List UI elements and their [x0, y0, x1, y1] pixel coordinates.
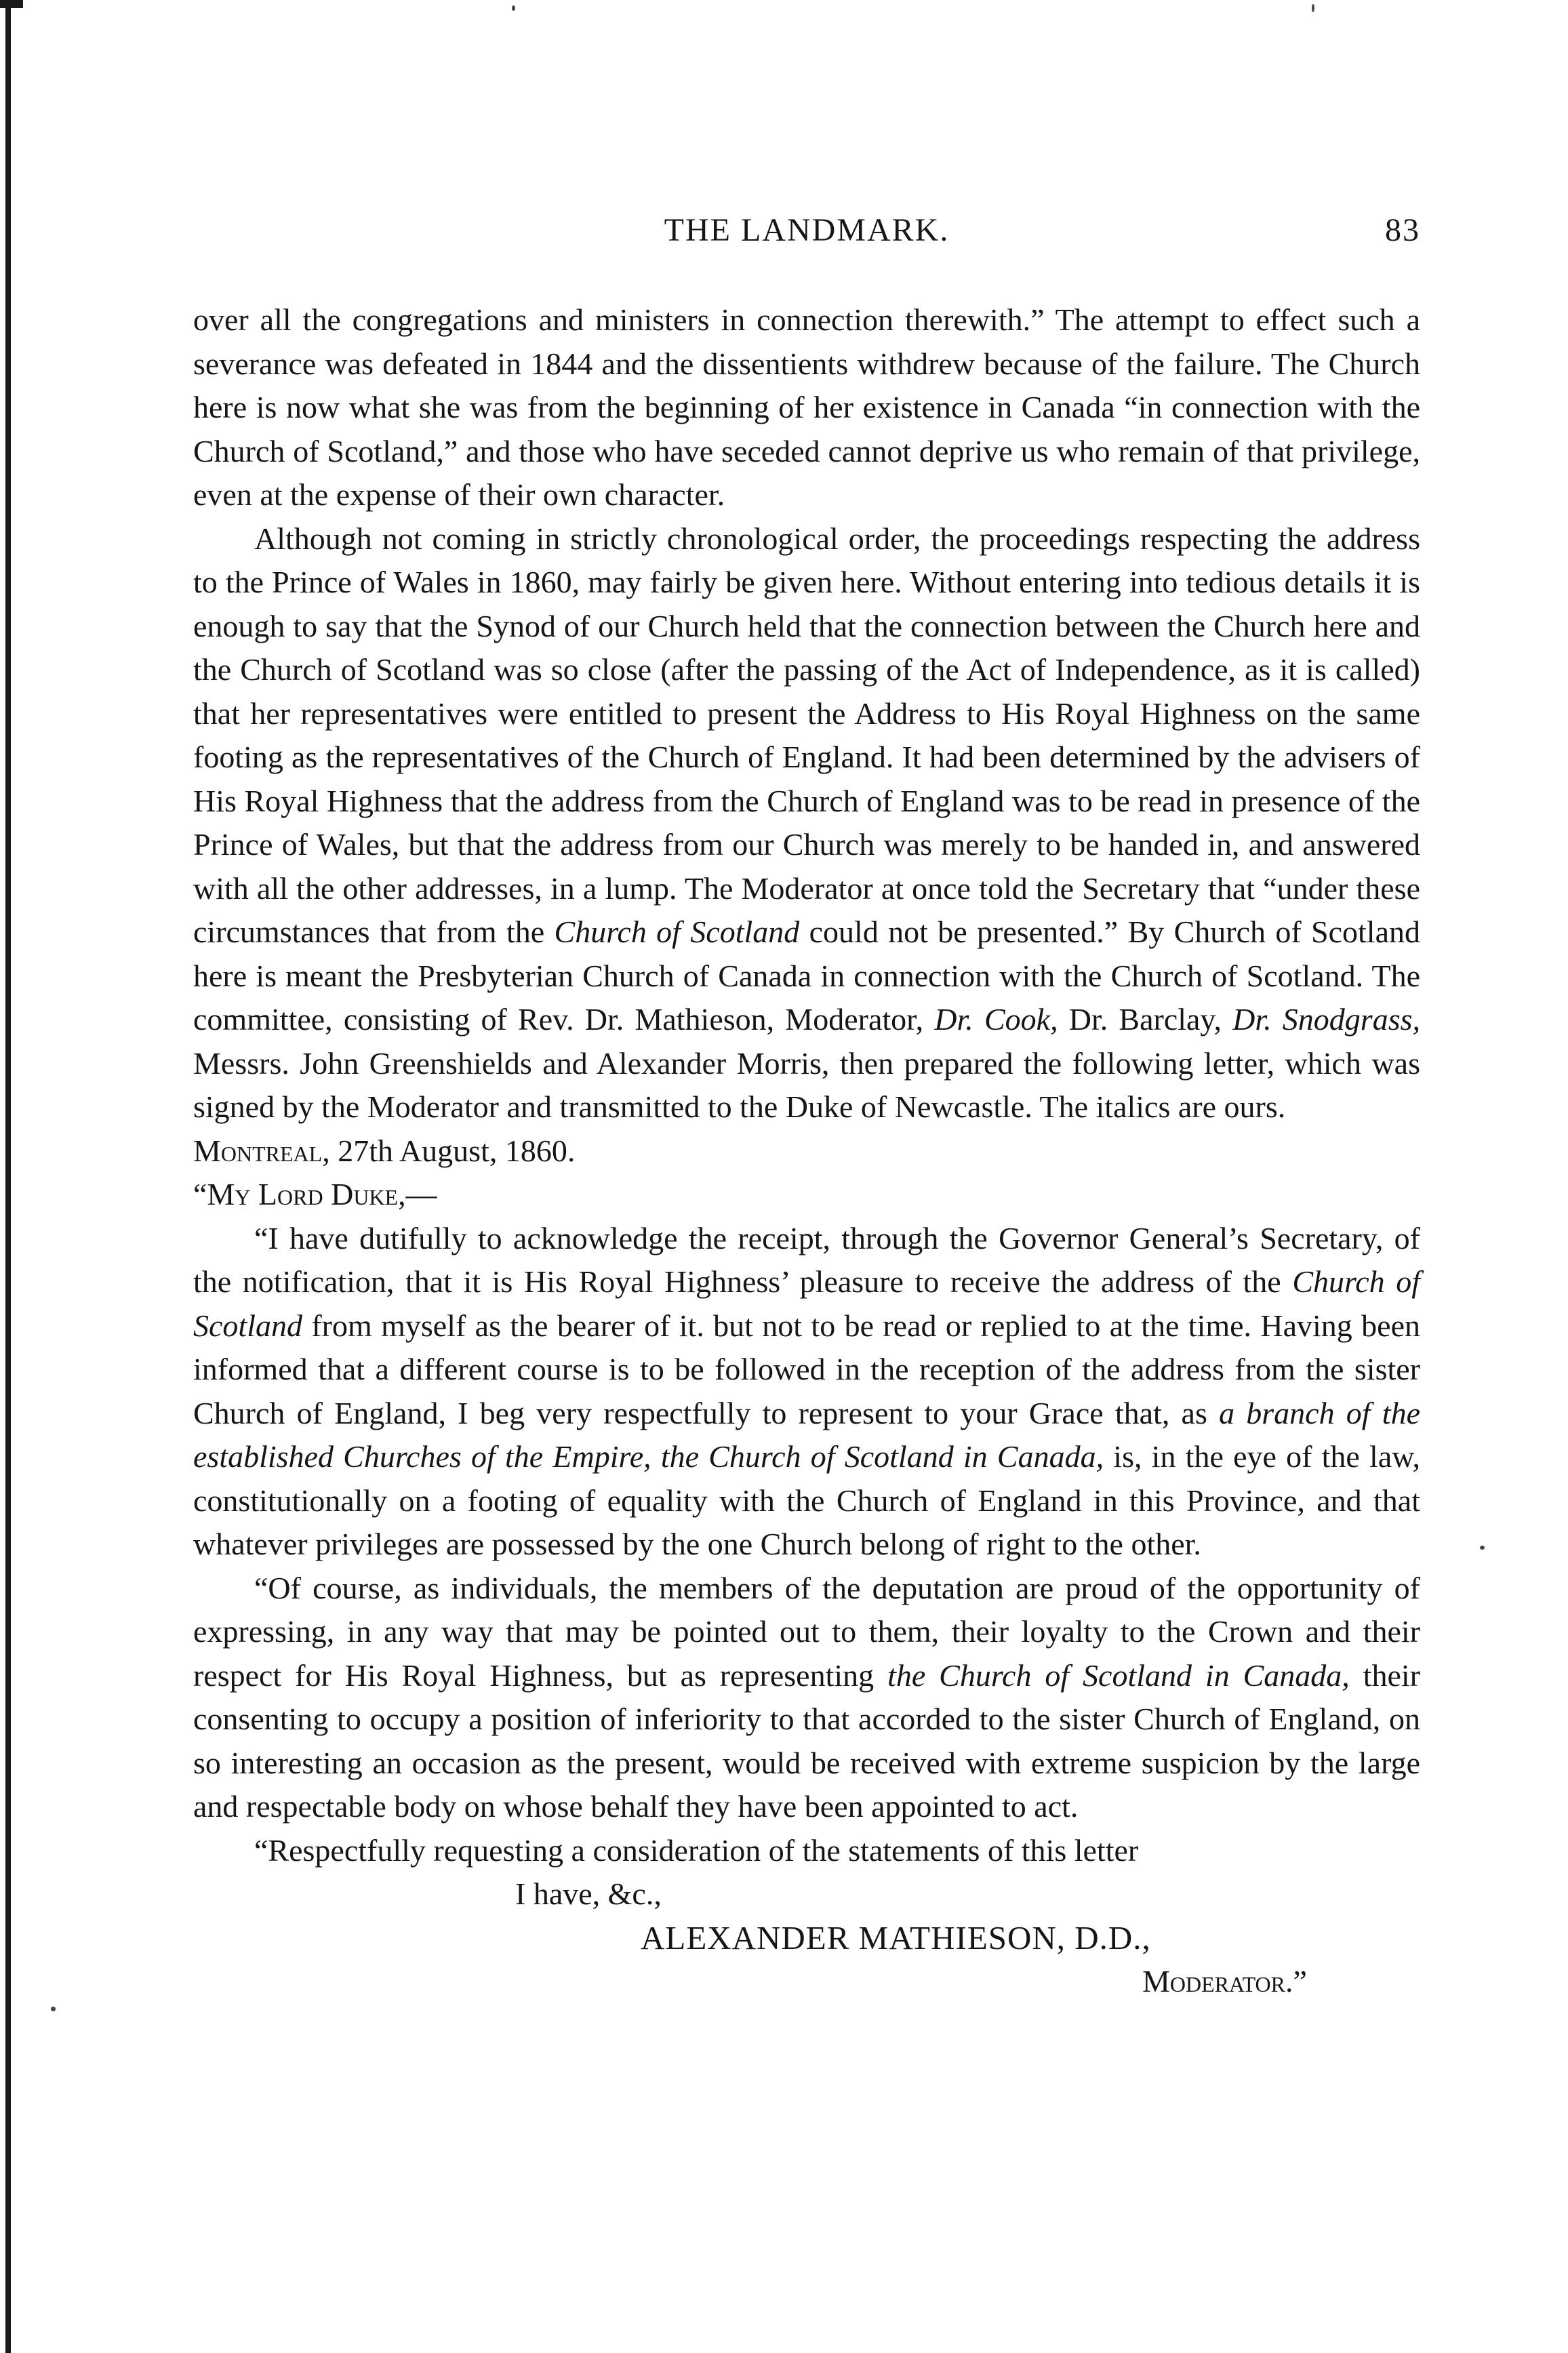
book-page — [193, 203, 1420, 2004]
scan-speck — [51, 2007, 56, 2011]
letter-dateline — [193, 1129, 1420, 1173]
signature-title: Moderator.” — [1142, 1964, 1307, 1998]
letter-signature — [193, 1916, 1420, 1960]
closing-text: I have, &c., — [515, 1876, 662, 1911]
signature-name: ALEXANDER MATHIESON, D.D., — [641, 1918, 1151, 1956]
paragraph-text: over all the congregations and ministers in connection therewith.” The attempt to effect such a severance was defeated in 1844 and the dissentients withdrew because of the failure. The Church here is now what she was from the beginning of her existence in Canada “in connection with the Church of Scotland,” and those who have seceded cannot deprive us who remain of that privilege, even at the expense of their own character. — [193, 302, 1420, 512]
dateline-date: 27th August, 1860. — [329, 1133, 576, 1168]
italic-text: Church of Scotland — [554, 914, 800, 949]
letter-paragraph — [193, 1829, 1420, 1873]
letter-closing — [193, 1872, 1420, 1916]
scan-speck — [512, 5, 515, 11]
italic-text: the Church of Scotland in Canada, — [887, 1657, 1350, 1693]
paragraph-text: from myself as the bearer of it. but not to be read or replied to at the time. Having been informed that a different course is to be followed in the reception of the address from the sister Church of England, I beg very respectfully to represent to your Grace that, as — [193, 1308, 1420, 1430]
scan-edge-notch — [0, 0, 23, 8]
paragraph-text: “Respectfully requesting a consideration of the statements of this letter — [254, 1832, 1139, 1868]
dateline-place: Montreal, — [193, 1133, 330, 1168]
paragraph-text: Messrs. John Greenshields and Alexander Morris, then prepared the following letter, which was signed by the Moderator and transmitted to the Duke of Newcastle. The italics are ours. — [193, 1045, 1420, 1124]
letter-paragraph — [193, 1217, 1420, 1567]
letter-signature-title — [193, 1960, 1420, 2004]
paragraph-text: is, in the eye of the law, constitutionally on a footing of equality with the Church of England in this Province, and that whatever privileges are possessed by the one Church belong of right to the other. — [193, 1439, 1420, 1561]
letter-paragraph — [193, 1567, 1420, 1829]
italic-text: Church of Scotland — [193, 1264, 1420, 1343]
paragraph-text: “Of course, as individuals, the members of the deputation are proud of the opportunity of expressing, in any way that may be pointed out to them, their loyalty to the Crown and their respect for His Royal Highness, but as representing — [193, 1570, 1420, 1693]
scan-left-border — [5, 0, 11, 2353]
letter-salutation — [193, 1173, 1420, 1217]
italic-text: a branch of the established Churches of the Empire, the Church of Scotland in Canada, — [193, 1395, 1420, 1474]
page-number: 83 — [1385, 212, 1420, 248]
paragraph-text: Although not coming in strictly chronological order, the proceedings respecting the address to the Prince of Wales in 1860, may fairly be given here. Without entering into tedious details it is enough to say that the Synod of our Church held that the connection between the Church here and the Church of Scotland was so close (after the passing of the Act of Independence, as it is called) that her representatives were entitled to present the Address to His Royal Highness on the same footing as the representatives of the Church of England. It had been determined by the advisers of His Royal Highness that the address from the Church of England was to be read in presence of the Prince of Wales, but that the address from our Church was merely to be handed in, and answered with all the other addresses, in a lump. The Moderator at once told the Secretary that “under these circumstances that from the — [193, 521, 1420, 949]
paragraph-text: Dr. Barclay, — [1058, 1002, 1233, 1037]
main-text — [193, 298, 1420, 2004]
italic-text: Dr. Snodgrass, — [1232, 1002, 1420, 1037]
scan-speck — [1312, 4, 1314, 12]
running-title: THE LANDMARK. — [664, 212, 950, 248]
italic-text: Dr. Cook, — [934, 1002, 1058, 1037]
scan-speck — [1480, 1546, 1485, 1550]
paragraph-text: could not be presented.” By Church of Scotland here is meant the Presbyterian Church of Canada in connection with the Church of Scotland. The committee, consisting of Rev. Dr. Mathieson, Moderator, — [193, 914, 1420, 1037]
paragraph — [193, 298, 1420, 517]
salutation-quote-mark: “ — [193, 1177, 207, 1211]
paragraph-text: their consenting to occupy a position of inferiority to that accorded to the sister Church of England, on so interesting an occasion as the present, would be received with extreme suspicion by the large and respectable body on whose behalf they have been appointed to act. — [193, 1657, 1420, 1824]
running-head — [193, 203, 1420, 258]
paragraph-text: “I have dutifully to acknowledge the receipt, through the Governor General’s Secretary, of the notification, that it is His Royal Highness’ pleasure to receive the address of the — [193, 1220, 1420, 1299]
paragraph — [193, 517, 1420, 1129]
salutation-text: My Lord Duke,— — [207, 1177, 437, 1211]
